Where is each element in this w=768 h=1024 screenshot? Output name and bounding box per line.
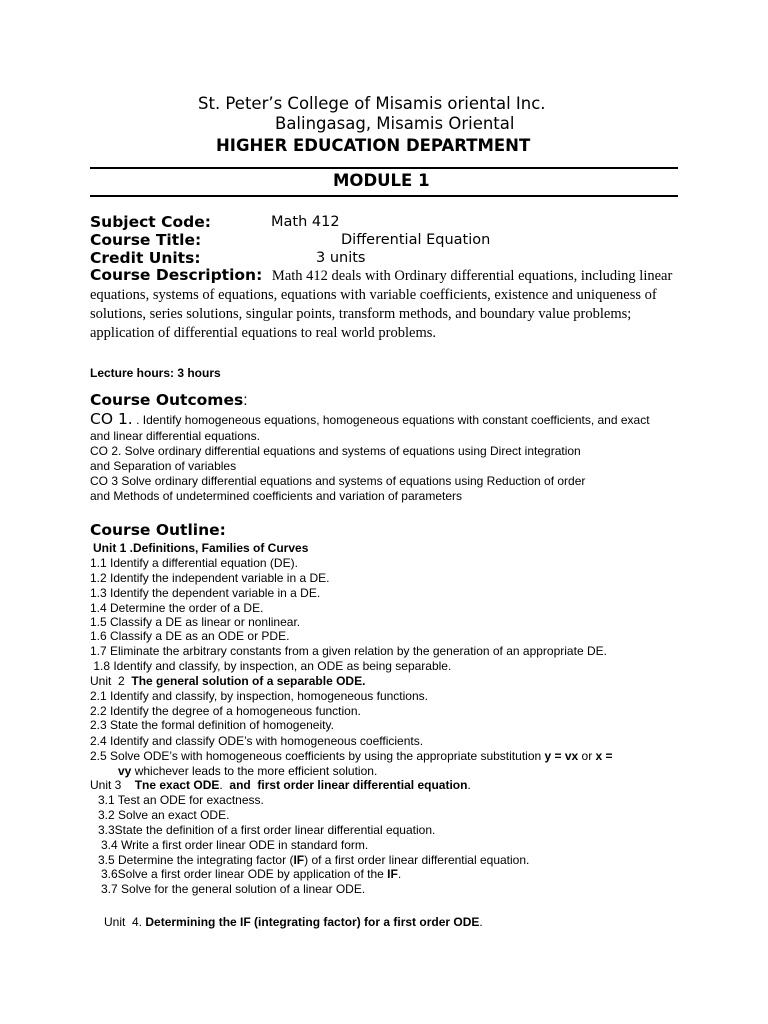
unit4-heading: [104, 915, 483, 930]
unit3-item: 3.3State the definition of a first order linear differential equation.: [98, 823, 436, 837]
unit3-item: 3.4 Write a first order linear ODE in standard form.: [101, 838, 369, 852]
unit2-item: 2.3 State the formal definition of homogeneity.: [90, 718, 334, 732]
unit2-item-5-text: 2.5 Solve ODE’s with homogeneous coefficients by using the appropriate substitution: [90, 749, 545, 763]
unit2-item: 2.1 Identify and classify, by inspection, homogeneous functions.: [90, 689, 428, 703]
course-title-value: Differential Equation: [341, 232, 491, 248]
unit2-item-5: [90, 749, 613, 764]
department-title: HIGHER EDUCATION DEPARTMENT: [216, 136, 531, 155]
unit4-title: Determining the IF (integrating factor) for a first order ODE: [145, 915, 480, 929]
course-title-label: Course Title:: [90, 231, 202, 249]
substitution-x: x =: [595, 749, 613, 763]
unit3-prefix: Unit 3: [90, 778, 135, 792]
co1-line: [90, 412, 650, 428]
if-abbrev: IF: [387, 867, 398, 881]
unit1-item: 1.2 Identify the independent variable in a DE.: [90, 571, 330, 585]
unit1-item: 1.6 Classify a DE as an ODE or PDE.: [90, 629, 290, 643]
unit4-period: .: [479, 915, 483, 929]
unit2-item: 2.4 Identify and classify ODE’s with homogeneous coefficients.: [90, 734, 424, 748]
co1-continued: and linear differential equations.: [90, 429, 260, 443]
co2-line: CO 2. Solve ordinary differential equations and systems of equations using Direct integration: [90, 444, 581, 458]
top-rule: [90, 167, 678, 169]
unit2-item-5-continued: [118, 764, 377, 779]
unit3-title-b: and first order linear differential equation: [229, 778, 468, 792]
lecture-hours: Lecture hours: 3 hours: [90, 366, 221, 380]
unit3-title-a: Tne exact ODE: [134, 778, 220, 792]
bottom-rule: [90, 195, 678, 197]
course-description-label: Course Description:: [90, 266, 263, 284]
substitution-y-vx: y = vx: [544, 749, 579, 763]
co3-continued: and Methods of undetermined coefficients and variation of parameters: [90, 489, 462, 503]
unit2-prefix: Unit 2: [90, 674, 132, 688]
unit2-heading: [90, 674, 365, 689]
substitution-vy: vy: [118, 764, 132, 778]
credit-units-value: 3 units: [316, 250, 366, 266]
subject-code-label: Subject Code:: [90, 213, 211, 231]
unit1-item: 1.8 Identify and classify, by inspection, an ODE as being separable.: [90, 659, 452, 673]
credit-units-label: Credit Units:: [90, 249, 201, 267]
unit3-item-5-text: 3.5 Determine the integrating factor (: [98, 853, 294, 867]
unit3-item: 3.1 Test an ODE for exactness.: [98, 793, 264, 807]
course-description-text: Math 412 deals with Ordinary differential equations, including linear equations, systems of equations, equations with variable coefficients, existence and uniqueness of solutions, series solutions, singular points, transform methods, and boundary value problems; application of differential equations to real world problems.: [90, 268, 673, 341]
unit3-item-5-tail: ) of a first order linear differential equation.: [304, 853, 530, 867]
unit3-item-5: [98, 853, 529, 868]
unit3-item-6: [101, 867, 401, 882]
unit3-item-6-text: 3.6Solve a first order linear ODE by application of the: [101, 867, 388, 881]
module-title: MODULE 1: [333, 171, 430, 190]
college-name: St. Peter’s College of Misamis oriental Inc.: [198, 94, 546, 113]
unit1-item: 1.1 Identify a differential equation (DE).: [90, 556, 298, 570]
unit3-period: .: [467, 778, 471, 792]
unit1-item: 1.4 Determine the order of a DE.: [90, 601, 264, 615]
course-outline-title: Course Outline:: [90, 521, 226, 539]
unit3-item: 3.7 Solve for the general solution of a linear ODE.: [101, 882, 366, 896]
co3-line: CO 3 Solve ordinary differential equations and systems of equations using Reduction of order: [90, 474, 586, 488]
course-description: [90, 266, 680, 343]
if-abbrev: IF: [293, 853, 305, 867]
unit3-separator: .: [219, 778, 230, 792]
unit1-item: 1.5 Classify a DE as linear or nonlinear.: [90, 615, 301, 629]
unit3-heading: [90, 778, 471, 793]
college-location: Balingasag, Misamis Oriental: [275, 114, 515, 133]
unit1-heading: Unit 1 .Definitions, Families of Curves: [93, 541, 309, 555]
course-outcomes-title: [90, 391, 248, 410]
unit1-item: 1.3 Identify the dependent variable in a DE.: [90, 586, 321, 600]
substitution-or: or: [578, 749, 596, 763]
unit2-title: The general solution of a separable ODE.: [131, 674, 366, 688]
unit1-item: 1.7 Eliminate the arbitrary constants from a given relation by the generation of an appropriate DE.: [90, 644, 607, 658]
unit2-item: 2.2 Identify the degree of a homogeneous function.: [90, 704, 361, 718]
subject-code-value: Math 412: [271, 214, 340, 230]
unit4-prefix: Unit 4.: [104, 915, 146, 929]
unit3-item: 3.2 Solve an exact ODE.: [98, 808, 230, 822]
course-outcomes-title-text: Course Outcomes: [90, 391, 244, 409]
unit3-item-6-tail: .: [397, 867, 402, 881]
unit2-item-5-tail: whichever leads to the more efficient solution.: [131, 764, 378, 778]
co1-label: CO 1.: [90, 410, 133, 428]
co1-text: . Identify homogeneous equations, homogeneous equations with constant coefficients, and exact: [132, 413, 650, 427]
co2-continued: and Separation of variables: [90, 459, 237, 473]
course-outcomes-colon: :: [243, 392, 248, 409]
